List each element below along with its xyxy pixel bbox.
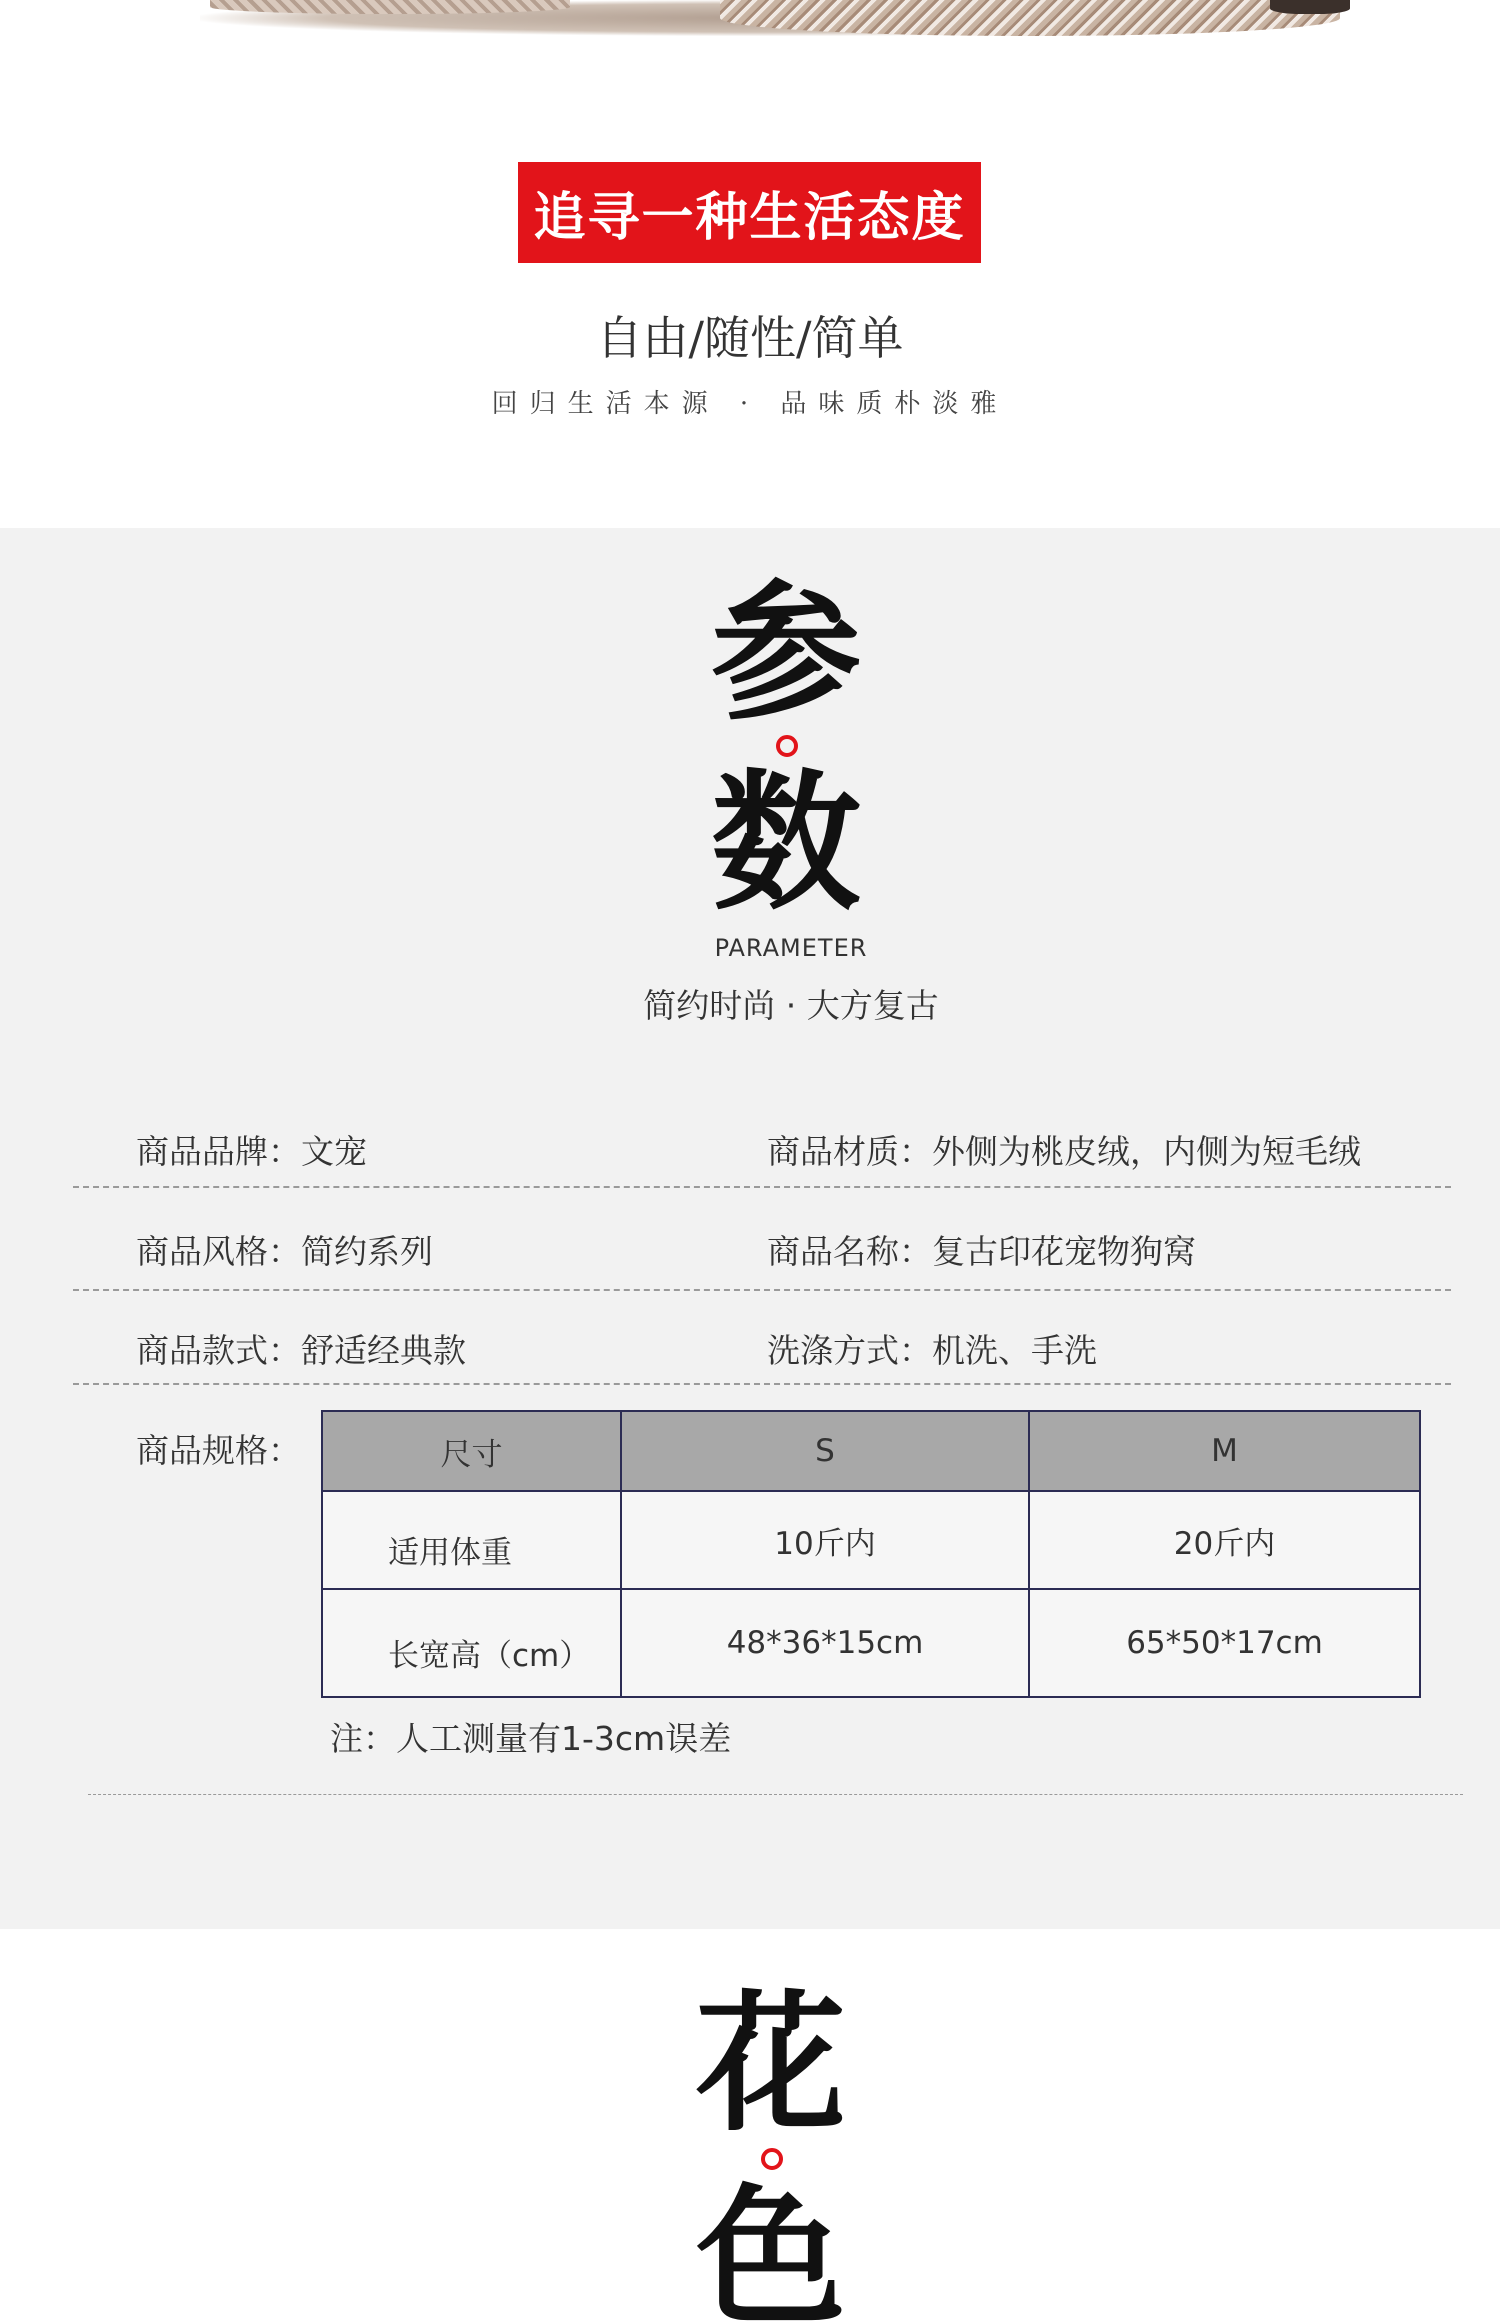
slogan-tagline: 回归生活本源 · 品味质朴淡雅 — [491, 389, 1009, 419]
table-cell: 10斤内 — [621, 1491, 1029, 1589]
parameter-english: PARAMETER — [714, 934, 868, 962]
table-cell: 48*36*15cm — [621, 1589, 1029, 1697]
slogan-subtitle: 自由/随性/简单 — [596, 311, 904, 365]
slogan-badge — [518, 162, 981, 263]
table-cell: 适用体重 — [322, 1491, 621, 1589]
table-cell: 65*50*17cm — [1029, 1589, 1420, 1697]
measurement-note: 注：人工测量有1-3cm误差 — [330, 1719, 732, 1758]
divider — [88, 1794, 1463, 1795]
spec-style: 商品风格：简约系列 — [136, 1232, 433, 1271]
size-table — [321, 1410, 1421, 1698]
spec-row — [73, 1126, 1451, 1226]
table-header-cell: S — [621, 1411, 1029, 1491]
divider — [73, 1186, 1451, 1188]
table-header-row — [322, 1411, 1420, 1491]
parameter-char-2: 数 — [710, 755, 861, 931]
pattern-char-2: 色 — [695, 2170, 846, 2322]
size-label: 商品规格： — [136, 1431, 301, 1470]
table-header-cell: 尺寸 — [322, 1411, 621, 1491]
divider — [73, 1383, 1451, 1385]
table-row — [322, 1589, 1420, 1697]
spec-brand: 商品品牌：文宠 — [136, 1132, 367, 1171]
spec-washing: 洗涤方式：机洗、手洗 — [767, 1331, 1097, 1370]
spec-material: 商品材质：外侧为桃皮绒，内侧为短毛绒 — [767, 1132, 1361, 1171]
spec-product-name: 商品名称：复古印花宠物狗窝 — [767, 1232, 1196, 1271]
red-dot-icon — [776, 735, 798, 757]
spec-row — [73, 1226, 1451, 1326]
spec-design: 商品款式：舒适经典款 — [136, 1331, 466, 1370]
parameter-subtitle: 简约时尚 · 大方复古 — [643, 986, 939, 1025]
cushion-right-part — [720, 0, 1340, 36]
cushion-dark-edge — [1270, 0, 1350, 14]
table-row — [322, 1491, 1420, 1589]
table-cell: 20斤内 — [1029, 1491, 1420, 1589]
table-cell: 长宽高（cm） — [322, 1589, 621, 1697]
red-dot-icon — [761, 2148, 783, 2170]
product-photo-strip — [0, 0, 1500, 50]
parameter-section — [0, 528, 1500, 1929]
parameter-char-1: 参 — [710, 565, 861, 741]
slogan-badge-text: 追寻一种生活态度 — [533, 187, 966, 248]
divider — [73, 1289, 1451, 1291]
table-header-cell: M — [1029, 1411, 1420, 1491]
pattern-char-1: 花 — [695, 1976, 846, 2152]
cushion-left-part — [210, 0, 570, 14]
pattern-section — [0, 1929, 1500, 2322]
